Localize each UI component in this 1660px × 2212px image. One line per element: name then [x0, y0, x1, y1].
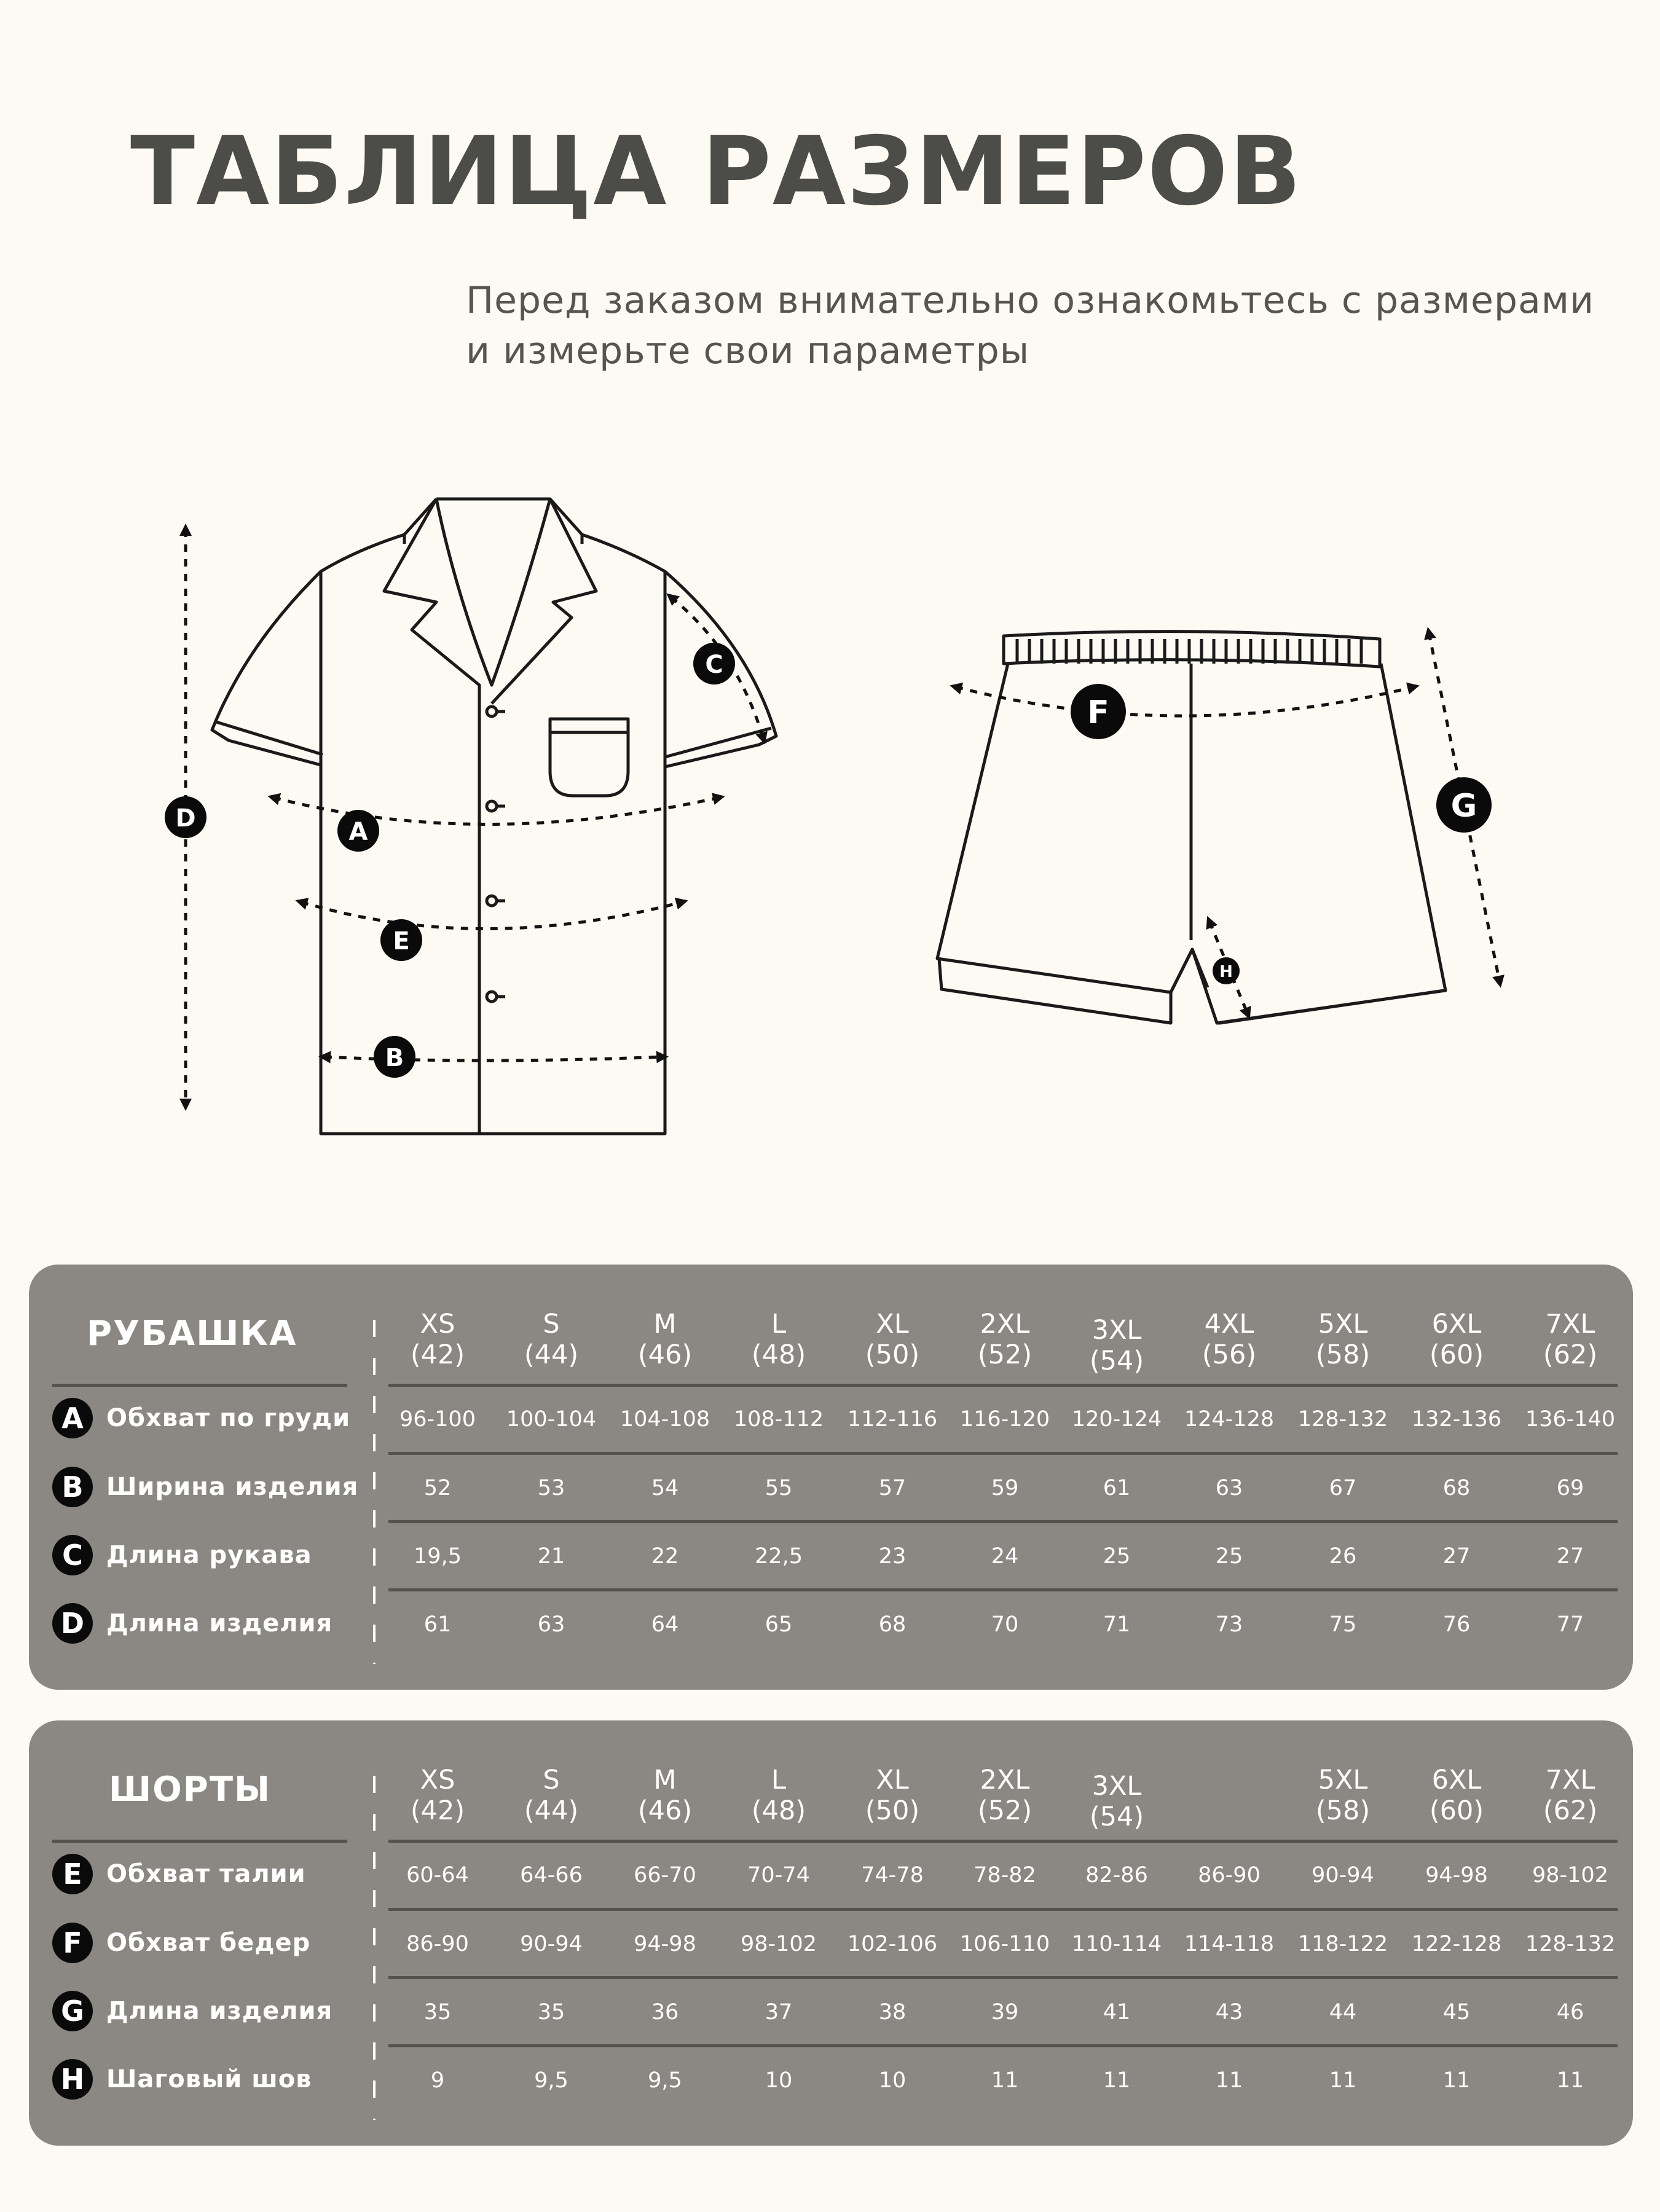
table-cell: 104-108	[620, 1407, 710, 1432]
table-cell: 27	[1556, 1544, 1584, 1569]
table-cell: 63	[1215, 1476, 1243, 1500]
size-header-7xl: 7XL (62)	[1543, 1309, 1598, 1370]
size-header-s: S (44)	[524, 1765, 579, 1826]
table-cell: 9,5	[534, 2068, 568, 2093]
table-cell: 11	[1215, 2068, 1243, 2093]
table-cell: 10	[878, 2068, 907, 2093]
subtitle-line-1: Перед заказом внимательно ознакомьтесь с размерами	[466, 279, 1594, 322]
row-divider	[388, 1452, 1618, 1455]
table-cell: 22	[651, 1544, 679, 1569]
row-divider	[388, 2044, 1618, 2047]
table-cell: 78-82	[974, 1863, 1036, 1888]
row-label-width	[52, 1465, 372, 1508]
table-cell: 68	[878, 1612, 907, 1637]
badge-f: F	[52, 1923, 93, 1963]
size-header-l: L (48)	[751, 1309, 806, 1370]
size-header-5xl: 5XL (58)	[1315, 1309, 1371, 1370]
shorts-illustration	[937, 632, 1446, 1023]
table-cell: 77	[1556, 1612, 1584, 1637]
table-cell: 82-86	[1085, 1863, 1148, 1888]
size-header-6xl: 6XL (60)	[1429, 1309, 1484, 1370]
table-cell: 118-122	[1297, 1932, 1388, 1956]
table-cell: 59	[991, 1476, 1019, 1500]
table-cell: 21	[537, 1544, 565, 1569]
table-cell: 55	[765, 1476, 793, 1500]
badge-h: H	[52, 2059, 93, 2100]
table-cell: 128-132	[1297, 1407, 1388, 1432]
size-header-7xl: 7XL (62)	[1543, 1765, 1598, 1826]
table-cell: 124-128	[1184, 1407, 1275, 1432]
size-header-xl: XL (50)	[865, 1765, 920, 1826]
table-cell: 41	[1103, 2000, 1131, 2025]
size-header-xs: XS (42)	[410, 1765, 465, 1826]
size-header-xs: XS (42)	[410, 1309, 465, 1370]
row-label-text: Шаговый шов	[106, 2065, 312, 2093]
shorts-size-table	[29, 1720, 1633, 2146]
size-header-5xl: 5XL (58)	[1315, 1765, 1371, 1826]
table-cell: 57	[878, 1476, 907, 1500]
table-cell: 64	[651, 1612, 679, 1637]
table-cell: 128-132	[1525, 1932, 1616, 1956]
shorts-badges	[1071, 684, 1492, 984]
table-cell: 26	[1329, 1544, 1357, 1569]
table-cell: 44	[1329, 2000, 1357, 2025]
row-label-waist	[52, 1853, 372, 1896]
badge-a: A	[52, 1398, 93, 1438]
table-cell: 19,5	[414, 1544, 462, 1569]
badge-d: D	[52, 1603, 93, 1644]
table-cell: 60-64	[406, 1863, 469, 1888]
badge-a: A	[348, 818, 368, 846]
badge-e: E	[393, 927, 410, 955]
table-cell: 25	[1215, 1544, 1243, 1569]
size-header-4xl: 4XL (56)	[1202, 1309, 1257, 1370]
table-cell: 136-140	[1525, 1407, 1616, 1432]
table-cell: 38	[878, 2000, 907, 2025]
subtitle-line-2: и измерьте свои параметры	[466, 329, 1030, 372]
table-cell: 70-74	[747, 1863, 810, 1888]
table-cell: 102-106	[847, 1932, 938, 1956]
shirt-size-table	[29, 1265, 1633, 1690]
table-cell: 94-98	[1425, 1863, 1488, 1888]
shorts-table-title: ШОРТЫ	[109, 1770, 272, 1810]
garment-diagrams	[0, 467, 1660, 1174]
row-label-length	[52, 1602, 372, 1645]
table-cell: 114-118	[1184, 1932, 1275, 1956]
row-divider	[388, 1520, 1618, 1523]
table-cell: 70	[991, 1612, 1019, 1637]
table-cell: 39	[991, 2000, 1019, 2025]
table-cell: 36	[651, 2000, 679, 2025]
column-divider	[373, 1776, 376, 2120]
size-header-3xl: 3XL (54)	[1089, 1315, 1144, 1376]
table-cell: 46	[1556, 2000, 1584, 2025]
table-cell: 23	[878, 1544, 907, 1569]
shirt-measure-lines	[186, 530, 763, 1105]
badge-d: D	[175, 804, 196, 833]
table-cell: 67	[1329, 1476, 1357, 1500]
row-label-text: Обхват талии	[106, 1860, 306, 1888]
size-header-6xl: 6XL (60)	[1429, 1765, 1484, 1826]
row-label-text: Обхват по груди	[106, 1404, 351, 1432]
size-header-3xl: 3XL (54)	[1089, 1771, 1144, 1832]
table-cell: 11	[1329, 2068, 1357, 2093]
badge-h: H	[1219, 963, 1233, 981]
badge-b: B	[385, 1044, 404, 1072]
table-cell: 86-90	[1198, 1863, 1261, 1888]
table-cell: 120-124	[1071, 1407, 1162, 1432]
row-label-hips	[52, 1921, 372, 1964]
size-header-2xl: 2XL (52)	[977, 1309, 1033, 1370]
table-cell: 96-100	[399, 1407, 476, 1432]
row-label-sleeve	[52, 1534, 372, 1577]
table-cell: 35	[537, 2000, 565, 2025]
badge-b: B	[52, 1467, 93, 1507]
row-label-text: Ширина изделия	[106, 1473, 359, 1501]
table-cell: 27	[1442, 1544, 1471, 1569]
size-header-m: M (46)	[637, 1309, 693, 1370]
table-cell: 45	[1442, 2000, 1471, 2025]
table-cell: 106-110	[959, 1932, 1050, 1956]
row-label-shorts-length	[52, 1990, 372, 2033]
badge-g: G	[52, 1991, 93, 2031]
page-subtitle	[466, 275, 1594, 376]
table-cell: 90-94	[1312, 1863, 1374, 1888]
table-cell: 9	[430, 2068, 445, 2093]
title-divider	[52, 1840, 347, 1843]
table-cell: 10	[765, 2068, 793, 2093]
size-header-2xl: 2XL (52)	[977, 1765, 1033, 1826]
table-cell: 61	[423, 1612, 452, 1637]
table-cell: 76	[1442, 1612, 1471, 1637]
table-cell: 64-66	[520, 1863, 583, 1888]
shirt-table-title: РУБАШКА	[87, 1314, 297, 1354]
table-cell: 94-98	[634, 1932, 696, 1956]
title-divider	[52, 1384, 347, 1387]
size-header-xl: XL (50)	[865, 1309, 920, 1370]
table-cell: 110-114	[1071, 1932, 1162, 1956]
table-cell: 43	[1215, 2000, 1243, 2025]
table-cell: 122-128	[1411, 1932, 1502, 1956]
table-cell: 11	[1556, 2068, 1584, 2093]
row-divider	[388, 1840, 1618, 1843]
table-cell: 24	[991, 1544, 1019, 1569]
row-label-text: Длина изделия	[106, 1609, 333, 1637]
shorts-measure-lines	[956, 633, 1500, 1014]
row-label-text: Длина изделия	[106, 1997, 333, 2025]
row-divider	[388, 1976, 1618, 1979]
table-cell: 73	[1215, 1612, 1243, 1637]
table-cell: 98-102	[1532, 1863, 1608, 1888]
page-title: ТАБЛИЦА РАЗМЕРОВ	[130, 117, 1303, 227]
row-label-inseam	[52, 2058, 372, 2101]
row-label-chest	[52, 1397, 372, 1440]
badge-e: E	[52, 1854, 93, 1894]
table-cell: 11	[991, 2068, 1019, 2093]
table-cell: 11	[1442, 2068, 1471, 2093]
row-label-text: Обхват бедер	[106, 1929, 311, 1957]
table-cell: 9,5	[648, 2068, 682, 2093]
table-cell: 75	[1329, 1612, 1357, 1637]
row-divider	[388, 1384, 1618, 1387]
row-label-text: Длина рукава	[106, 1541, 312, 1569]
table-cell: 68	[1442, 1476, 1471, 1500]
table-cell: 116-120	[959, 1407, 1050, 1432]
table-cell: 132-136	[1411, 1407, 1502, 1432]
badge-f: F	[1087, 694, 1109, 731]
table-cell: 65	[765, 1612, 793, 1637]
table-cell: 63	[537, 1612, 565, 1637]
size-header-s: S (44)	[524, 1309, 579, 1370]
row-divider	[388, 1908, 1618, 1911]
shirt-illustration	[212, 499, 776, 1134]
table-cell: 86-90	[406, 1932, 469, 1956]
table-cell: 61	[1103, 1476, 1131, 1500]
table-cell: 112-116	[847, 1407, 938, 1432]
table-cell: 74-78	[861, 1863, 924, 1888]
table-cell: 11	[1103, 2068, 1131, 2093]
table-cell: 108-112	[733, 1407, 824, 1432]
table-cell: 90-94	[520, 1932, 583, 1956]
shirt-badges	[165, 643, 735, 1078]
table-cell: 35	[423, 2000, 452, 2025]
table-cell: 100-104	[506, 1407, 597, 1432]
badge-g: G	[1450, 788, 1477, 825]
table-cell: 69	[1556, 1476, 1584, 1500]
table-cell: 25	[1103, 1544, 1131, 1569]
badge-c: C	[705, 651, 723, 679]
badge-c: C	[52, 1535, 93, 1575]
table-cell: 54	[651, 1476, 679, 1500]
column-divider	[373, 1320, 376, 1664]
table-cell: 98-102	[741, 1932, 817, 1956]
row-divider	[388, 1588, 1618, 1591]
table-cell: 22,5	[755, 1544, 803, 1569]
table-cell: 52	[423, 1476, 452, 1500]
table-cell: 66-70	[634, 1863, 696, 1888]
table-cell: 53	[537, 1476, 565, 1500]
size-header-m: M (46)	[637, 1765, 693, 1826]
table-cell: 37	[765, 2000, 793, 2025]
size-header-l: L (48)	[751, 1765, 806, 1826]
table-cell: 71	[1103, 1612, 1131, 1637]
